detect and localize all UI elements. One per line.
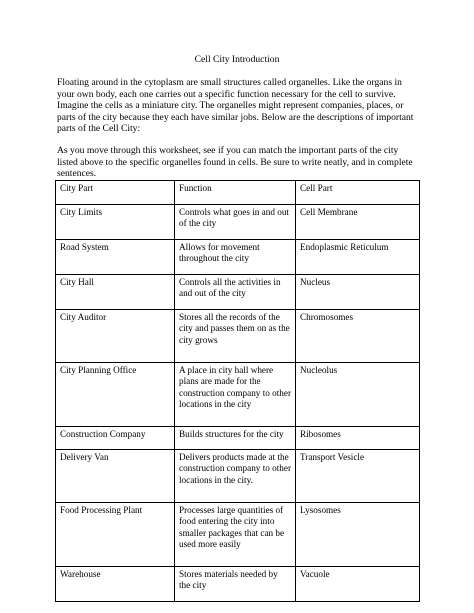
function-cell: Stores all the records of the city and passes them on as the city grows [175, 310, 296, 363]
city-part-cell: Warehouse [56, 567, 175, 602]
document-title: Cell City Introduction [194, 54, 280, 65]
table-row [56, 205, 420, 240]
cell-part-cell: Vacuole [296, 567, 420, 602]
instructions-paragraph: As you move through this worksheet, see if you can match the important parts of the city listed above to the specific organelles found in cells. Be sure to write neatly, and in complete sentences. [57, 145, 413, 180]
table-row [56, 275, 420, 310]
cell-part-cell: Ribosomes [296, 427, 420, 450]
cell-part-cell: Cell Membrane [296, 205, 420, 240]
city-part-cell: Food Processing Plant [56, 503, 175, 567]
city-part-cell: City Auditor [56, 310, 175, 363]
cell-part-cell: Transport Vesicle [296, 450, 420, 503]
header-city-part: City Part [56, 181, 175, 205]
table-row [56, 567, 420, 602]
city-part-cell: Delivery Van [56, 450, 175, 503]
city-part-cell: City Planning Office [56, 363, 175, 427]
function-cell: Stores materials needed by the city [175, 567, 296, 602]
header-cell-part: Cell Part [296, 181, 420, 205]
function-cell: Controls what goes in and out of the city [175, 205, 296, 240]
cell-part-cell: Nucleolus [296, 363, 420, 427]
table-row [56, 450, 420, 503]
cell-part-cell: Chromosomes [296, 310, 420, 363]
cell-part-cell: Nucleus [296, 275, 420, 310]
table-row [56, 310, 420, 363]
city-part-cell: City Hall [56, 275, 175, 310]
function-cell: Builds structures for the city [175, 427, 296, 450]
header-function: Function [175, 181, 296, 205]
cell-city-table [55, 180, 420, 602]
table-row [56, 427, 420, 450]
table-row [56, 503, 420, 567]
function-cell: Controls all the activities in and out of the city [175, 275, 296, 310]
function-cell: Delivers products made at the construction company to other locations in the city. [175, 450, 296, 503]
city-part-cell: Construction Company [56, 427, 175, 450]
function-cell: Allows for movement throughout the city [175, 240, 296, 275]
cell-part-cell: Endoplasmic Reticulum [296, 240, 420, 275]
city-part-cell: City Limits [56, 205, 175, 240]
table-row [56, 363, 420, 427]
table-header-row [56, 181, 420, 205]
table-row [56, 240, 420, 275]
function-cell: Processes large quantities of food entering the city into smaller packages that can be used more easily [175, 503, 296, 567]
function-cell: A place in city hall where plans are made for the construction company to other locations in the city [175, 363, 296, 427]
cell-part-cell: Lysosomes [296, 503, 420, 567]
city-part-cell: Road System [56, 240, 175, 275]
intro-paragraph: Floating around in the cytoplasm are small structures called organelles. Like the organs in your own body, each one carries out a specific function necessary for the cell to survive. Imagine the cells as a miniature city. The organelles might represent companies, places, or parts of the city because they each have similar jobs. Below are the descriptions of important parts of the Cell City: [57, 77, 414, 135]
